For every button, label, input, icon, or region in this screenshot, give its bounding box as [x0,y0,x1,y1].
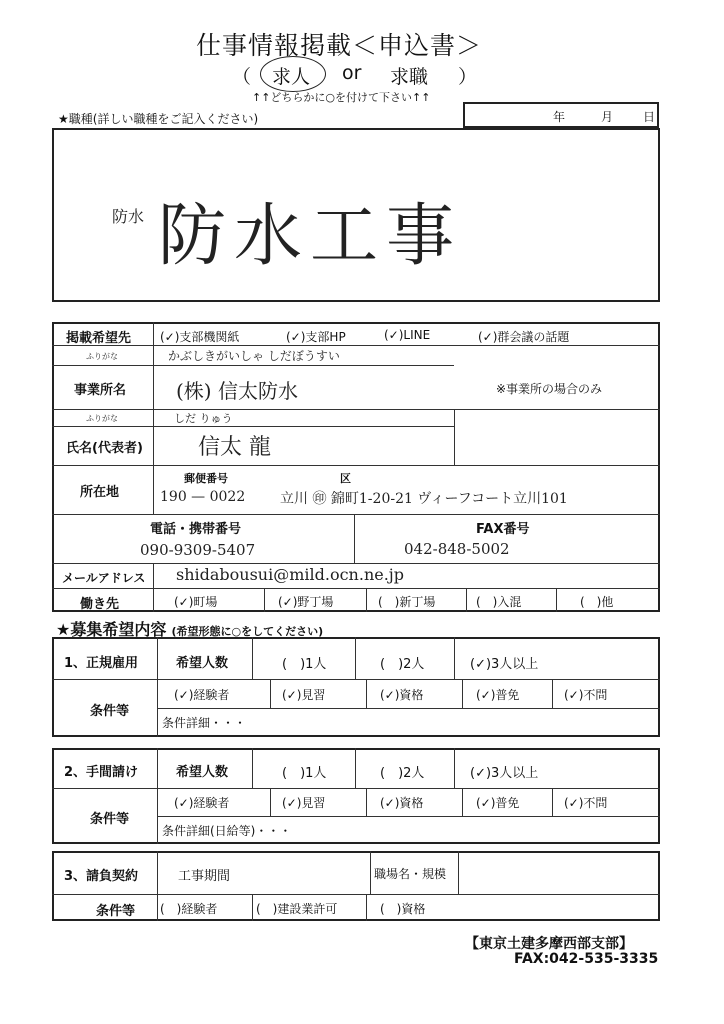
regular-cond-apprentice[interactable]: (✓)見習 [282,688,326,702]
email-value[interactable]: shidabousui@mild.ocn.ne.jp [176,565,405,584]
contract-period-label: 工事期間 [178,869,231,884]
recruit-heading-title: ★募集希望内容 [56,620,167,639]
rep-furigana-value[interactable]: しだ りゅう [174,412,233,425]
regular-count-2[interactable]: ( )2人 [380,657,425,672]
parttime-cond-license[interactable]: (✓)資格 [380,796,424,810]
occupation-value: 防水工事 [158,197,463,276]
workplace-option-nochoba[interactable]: (✓)野丁場 [278,595,334,609]
parttime-cond-any[interactable]: (✓)不問 [564,796,608,810]
parttime-count-2[interactable]: ( )2人 [380,766,425,781]
regular-cond-label: 条件等 [90,704,130,719]
footer-fax: FAX:042-535-3335 [514,951,659,967]
regular-cond-any[interactable]: (✓)不問 [564,688,608,702]
publish-label: 掲載希望先 [66,331,132,346]
date-month-label: 月 [601,110,614,124]
parttime-cond-drivers[interactable]: (✓)普免 [476,796,520,810]
workplace-option-machiba[interactable]: (✓)町場 [174,595,218,609]
postal-label: 郵便番号 [184,472,228,485]
type-close: ） [458,66,478,88]
postal-value[interactable]: 190 — 0022 [160,489,246,505]
regular-count-3plus[interactable]: (✓)3人以上 [470,657,539,672]
selection-circle [260,56,326,92]
occupation-box[interactable] [52,128,660,302]
recruit-heading-note: (希望形態に○をしてください) [171,625,324,638]
publish-option-meeting[interactable]: (✓)群会議の話題 [478,330,570,344]
type-job-seek[interactable]: 求職 [390,66,429,88]
contract-cond-label: 条件等 [96,904,136,919]
contract-title: 3、請負契約 [64,869,139,884]
contract-cond-license[interactable]: ( )資格 [380,902,426,916]
workplace-option-shinchoba[interactable]: ( )新丁場 [378,595,436,609]
rep-furigana-label: ふりがな [86,414,118,423]
regular-cond-license[interactable]: (✓)資格 [380,688,424,702]
parttime-cond-apprentice[interactable]: (✓)見習 [282,796,326,810]
address-value[interactable]: 立川 ㊞ 錦町1-20-21 ヴィーフコート立川101 [280,491,568,507]
company-furigana-label: ふりがな [86,352,118,361]
ward-label: 区 [340,472,351,485]
regular-detail[interactable]: 条件詳細・・・ [162,716,247,730]
publish-option-hp[interactable]: (✓)支部HP [286,330,346,344]
regular-cond-experienced[interactable]: (✓)経験者 [174,688,230,702]
footer-org: 【東京土建多摩西部支部】 [465,936,633,952]
phone-label: 電話・携帯番号 [150,522,242,537]
company-furigana-value[interactable]: かぶしきがいしゃ しだぼうすい [168,349,340,363]
regular-count-label: 希望人数 [176,656,229,671]
phone-value[interactable]: 090-9309-5407 [140,541,256,559]
parttime-count-1[interactable]: ( )1人 [282,766,327,781]
parttime-detail[interactable]: 条件詳細(日給等)・・・ [162,824,292,838]
email-label: メールアドレス [62,571,146,585]
company-label: 事業所名 [74,383,127,398]
fax-label: FAX番号 [476,522,530,537]
contract-cond-permit[interactable]: ( )建設業許可 [256,902,338,916]
date-day-label: 日 [643,110,656,124]
workplace-option-other[interactable]: ( )他 [580,595,614,609]
occupation-ruby: 防水 [112,207,145,226]
parttime-title: 2、手間請け [64,765,139,780]
type-note: ↑↑どちらかに○を付けて下さい↑↑ [252,91,431,104]
fax-value[interactable]: 042-848-5002 [404,540,510,558]
company-value[interactable]: (株) 信太防水 [176,379,298,403]
contract-site-label: 職場名・規模 [374,867,447,881]
parttime-cond-experienced[interactable]: (✓)経験者 [174,796,230,810]
type-selector [232,62,478,90]
occupation-label: ★職種(詳しい職種をご記入ください) [58,112,259,126]
date-year-label: 年 [553,110,566,124]
address-label: 所在地 [80,485,120,500]
contract-cond-experienced[interactable]: ( )経験者 [160,902,218,916]
publish-option-line[interactable]: (✓)LINE [384,328,431,342]
rep-label: 氏名(代表者) [66,441,143,456]
section-contract [52,851,660,921]
company-note: ※事業所の場合のみ [496,382,603,396]
regular-title: 1、正規雇用 [64,656,139,671]
date-box[interactable] [463,102,659,128]
workplace-label: 働き先 [80,597,120,612]
parttime-count-label: 希望人数 [176,765,229,780]
parttime-cond-label: 条件等 [90,812,130,827]
page-title: 仕事情報掲載＜申込書＞ [196,31,483,60]
regular-count-1[interactable]: ( )1人 [282,657,327,672]
workplace-option-irikon[interactable]: ( )入混 [476,595,522,609]
type-open: （ [232,66,252,88]
type-or: or [342,62,362,84]
type-job-offer[interactable]: 求人 [272,66,311,88]
regular-cond-drivers[interactable]: (✓)普免 [476,688,520,702]
parttime-count-3plus[interactable]: (✓)3人以上 [470,766,539,781]
publish-option-newsletter[interactable]: (✓)支部機関紙 [160,330,240,344]
rep-value[interactable]: 信太 龍 [198,435,271,460]
